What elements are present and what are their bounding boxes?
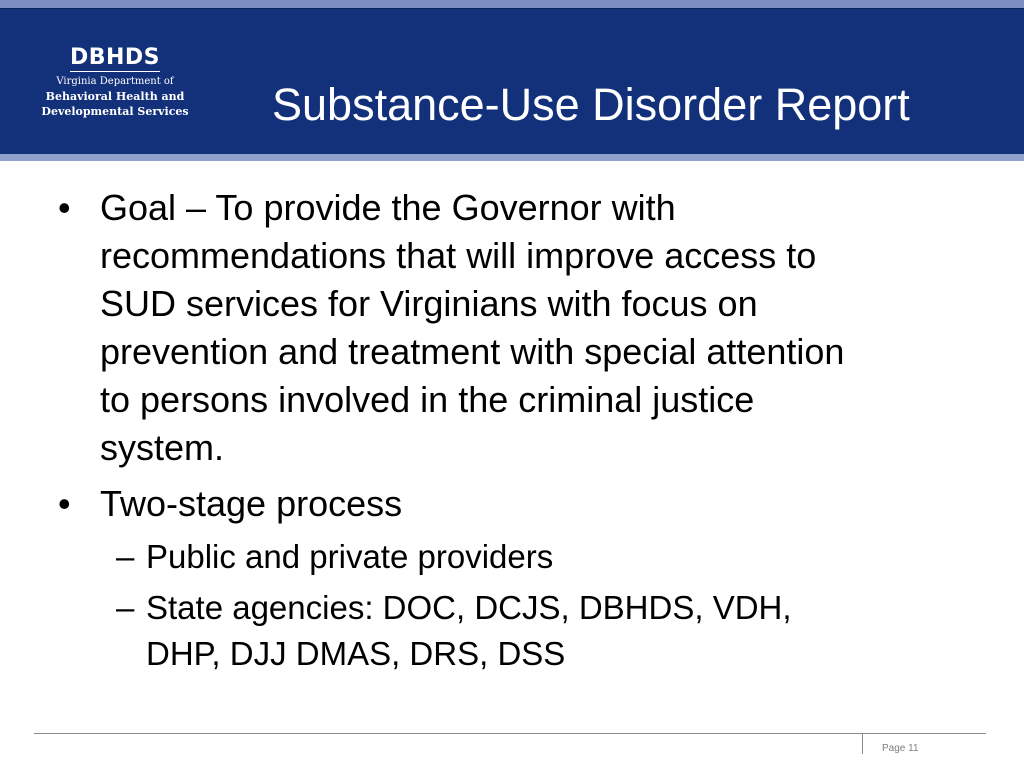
bullet-text-line: prevention and treatment with special attention <box>100 331 845 372</box>
slide-body <box>58 184 958 677</box>
header-bottom-stripe <box>0 154 1024 161</box>
logo-line-2: Behavioral Health and <box>45 90 185 103</box>
sub-bullet-state-agencies <box>58 585 958 677</box>
footer-divider <box>34 733 986 734</box>
logo-abbreviation: DBHDS <box>69 45 161 70</box>
bullet-marker: • <box>58 187 71 228</box>
bullet-two-stage-process <box>58 480 958 528</box>
sub-bullet-marker: – <box>116 589 135 626</box>
sub-bullet-providers <box>58 534 958 580</box>
logo-line-3: Developmental Services <box>41 105 189 118</box>
sub-bullet-text-line: Public and private providers <box>146 538 554 575</box>
sub-bullet-text-line: DHP, DJJ DMAS, DRS, DSS <box>146 635 566 672</box>
bullet-text-line: Two-stage process <box>100 483 403 524</box>
sub-bullet-marker: – <box>116 538 135 575</box>
slide-header <box>0 8 1024 155</box>
slide-title: Substance-Use Disorder Report <box>272 79 910 130</box>
bullet-text-line: Goal – To provide the Governor with <box>100 187 676 228</box>
bullet-marker: • <box>58 483 71 524</box>
bullet-goal <box>58 184 958 472</box>
footer-tick <box>862 734 863 754</box>
top-stripe <box>0 0 1024 8</box>
logo-line-1: Virginia Department of <box>56 76 174 87</box>
bullet-text-line: to persons involved in the criminal justice <box>100 379 755 420</box>
sub-bullet-text-line: State agencies: DOC, DCJS, DBHDS, VDH, <box>146 589 792 626</box>
page-number: Page 11 <box>882 743 919 754</box>
bullet-text-line: system. <box>100 427 225 468</box>
bullet-text-line: recommendations that will improve access to <box>100 235 817 276</box>
bullet-text-line: SUD services for Virginians with focus on <box>100 283 758 324</box>
dbhds-logo <box>30 45 200 119</box>
